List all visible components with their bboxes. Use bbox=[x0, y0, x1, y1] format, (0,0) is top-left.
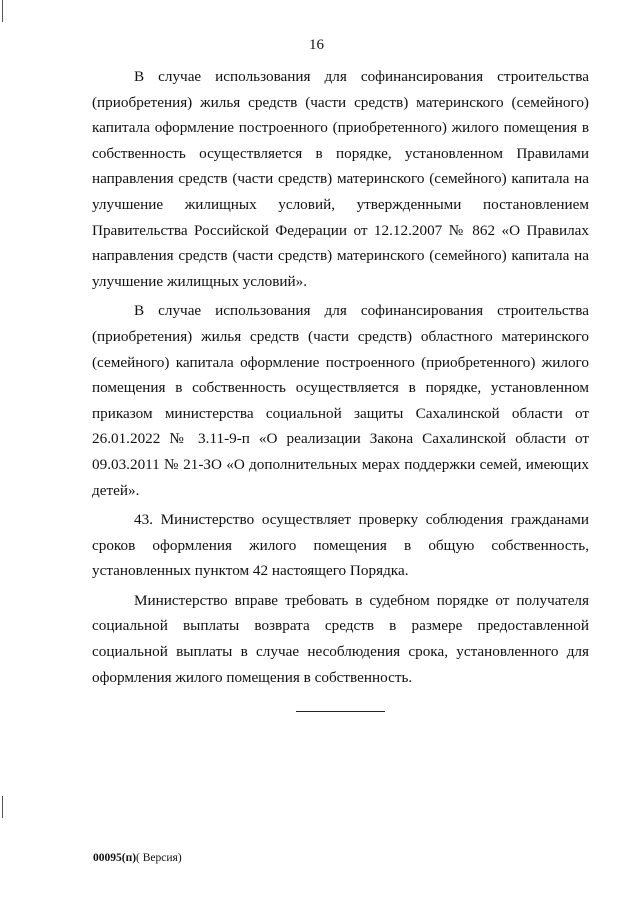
scan-margin-mark bbox=[2, 796, 3, 818]
page-number: 16 bbox=[309, 37, 324, 53]
document-version: ( Версия) bbox=[136, 852, 182, 864]
paragraph-matcapital-federal: В случае использования для софинансирования строительства (приобретения) жилья средств (части средств) материнского (семейного) капитала оформление построенного (приобретенного) жилого помещения в собственность осуществляется в порядке, установленном Правилами направления средств (части средств) материнского (семейного) капитала на улучшение жилищных условий, утвержденными постановлением Правительства Российской Федерации от 12.12.2007 № 862 «О Правилах направления средств (части средств) материнского (семейного) капитала на улучшение жилищных условий». bbox=[92, 68, 589, 290]
scan-margin-mark bbox=[2, 0, 3, 22]
paragraph-court-refund: Министерство вправе требовать в судебном порядке от получателя социальной выплаты возврата средств в размере предоставленной социальной выплаты в случае несоблюдения срока, установленного для оформления жилого помещения в собственность. bbox=[92, 591, 589, 686]
document-body bbox=[92, 64, 589, 690]
document-footer bbox=[93, 851, 182, 865]
paragraph-clause-43: 43. Министерство осуществляет проверку соблюдения гражданами сроков оформления жилого помещения в общую собственность, установленных пунктом 42 настоящего Порядка. bbox=[92, 511, 589, 580]
document-code: 00095(п) bbox=[93, 852, 137, 864]
paragraph-matcapital-regional: В случае использования для софинансирования строительства (приобретения) жилья средств (части средств) областного материнского (семейного) капитала оформление построенного (приобретенного) жилого помещения в собственность осуществляется в порядке, установленном приказом министерства социальной защиты Сахалинской области от 26.01.2022 № 3.11-9-п «О реализации Закона Сахалинской области от 09.03.2011 № 21-ЗО «О дополнительных мерах поддержки семей, имеющих детей». bbox=[92, 302, 589, 499]
end-separator-line bbox=[296, 711, 385, 712]
